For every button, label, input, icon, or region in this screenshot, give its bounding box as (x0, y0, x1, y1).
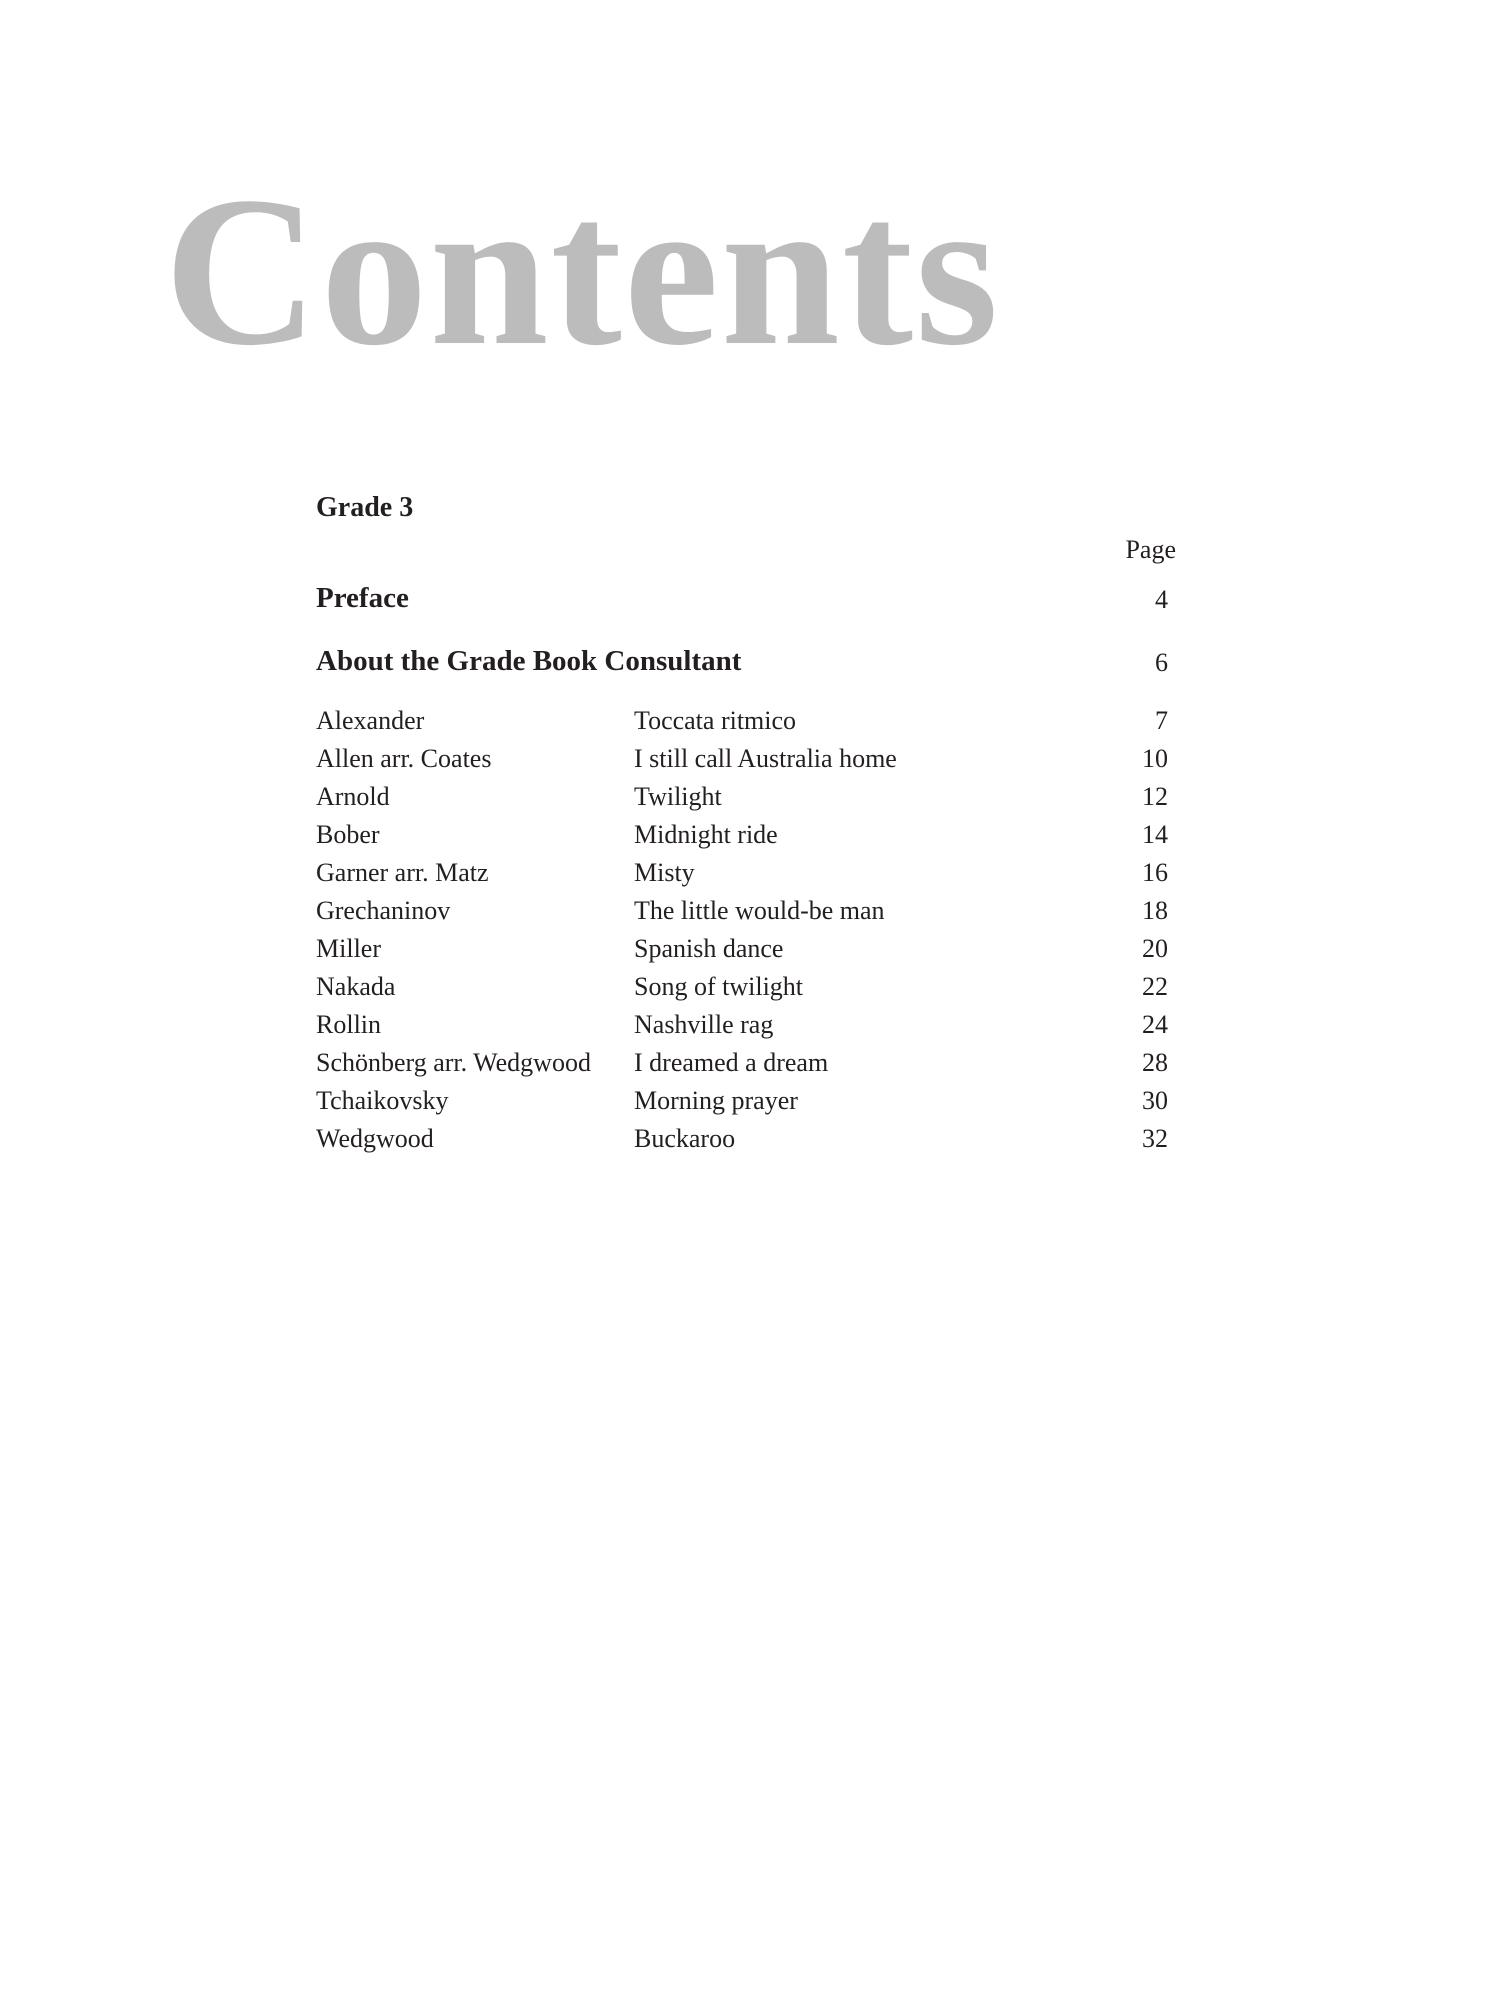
composer-name: Wedgwood (316, 1124, 434, 1153)
toc-row[interactable] (316, 1121, 1168, 1159)
page-number: 32 (1142, 1124, 1168, 1153)
page-number: 10 (1142, 744, 1168, 773)
composer-name: Garner arr. Matz (316, 858, 489, 887)
page-number: 24 (1142, 1010, 1168, 1039)
toc-entry-page: 4 (1155, 585, 1168, 614)
toc-row[interactable] (316, 893, 1168, 931)
piece-title: Nashville rag (634, 1010, 774, 1039)
composer-name: Nakada (316, 972, 396, 1001)
toc-row[interactable] (316, 703, 1168, 741)
piece-title: Midnight ride (634, 820, 778, 849)
toc-entry-title: About the Grade Book Consultant (316, 645, 742, 677)
toc-row[interactable] (316, 741, 1168, 779)
toc-row[interactable] (316, 1083, 1168, 1121)
page-number: 20 (1142, 934, 1168, 963)
page-column-label: Page (1125, 535, 1176, 564)
page-number: 18 (1142, 896, 1168, 925)
piece-title: I still call Australia home (634, 744, 897, 773)
pieces-list (316, 703, 1168, 1159)
piece-title: Buckaroo (634, 1124, 736, 1153)
composer-name: Arnold (316, 782, 390, 811)
piece-title: Misty (634, 858, 695, 887)
page-title: Contents (164, 153, 1001, 390)
toc-row[interactable] (316, 817, 1168, 855)
page-number: 22 (1142, 972, 1168, 1001)
composer-name: Schönberg arr. Wedgwood (316, 1048, 591, 1077)
piece-title: Toccata ritmico (634, 706, 797, 735)
piece-title: Twilight (634, 782, 722, 811)
composer-name: Bober (316, 820, 380, 849)
composer-name: Miller (316, 934, 381, 963)
toc-entry-preface[interactable] (316, 580, 1168, 616)
toc-row[interactable] (316, 1007, 1168, 1045)
toc-entry-title: Preface (316, 582, 409, 614)
piece-title: Morning prayer (634, 1086, 798, 1115)
toc-entry-page: 6 (1155, 648, 1168, 677)
page-number: 12 (1142, 782, 1168, 811)
composer-name: Allen arr. Coates (316, 744, 492, 773)
toc-row[interactable] (316, 855, 1168, 893)
piece-title: Spanish dance (634, 934, 784, 963)
page-number: 16 (1142, 858, 1168, 887)
toc-row[interactable] (316, 1045, 1168, 1083)
piece-title: I dreamed a dream (634, 1048, 829, 1077)
toc-entry-about-consultant[interactable] (316, 643, 1168, 679)
page-number: 28 (1142, 1048, 1168, 1077)
composer-name: Grechaninov (316, 896, 451, 925)
composer-name: Rollin (316, 1010, 382, 1039)
piece-title: The little would-be man (634, 896, 885, 925)
section-heading: Grade 3 (316, 492, 414, 523)
composer-name: Tchaikovsky (316, 1086, 449, 1115)
composer-name: Alexander (316, 706, 425, 735)
page-number: 14 (1142, 820, 1168, 849)
page-number: 7 (1155, 706, 1168, 735)
toc-row[interactable] (316, 969, 1168, 1007)
piece-title: Song of twilight (634, 972, 804, 1001)
toc-row[interactable] (316, 779, 1168, 817)
page-number: 30 (1142, 1086, 1168, 1115)
toc-row[interactable] (316, 931, 1168, 969)
